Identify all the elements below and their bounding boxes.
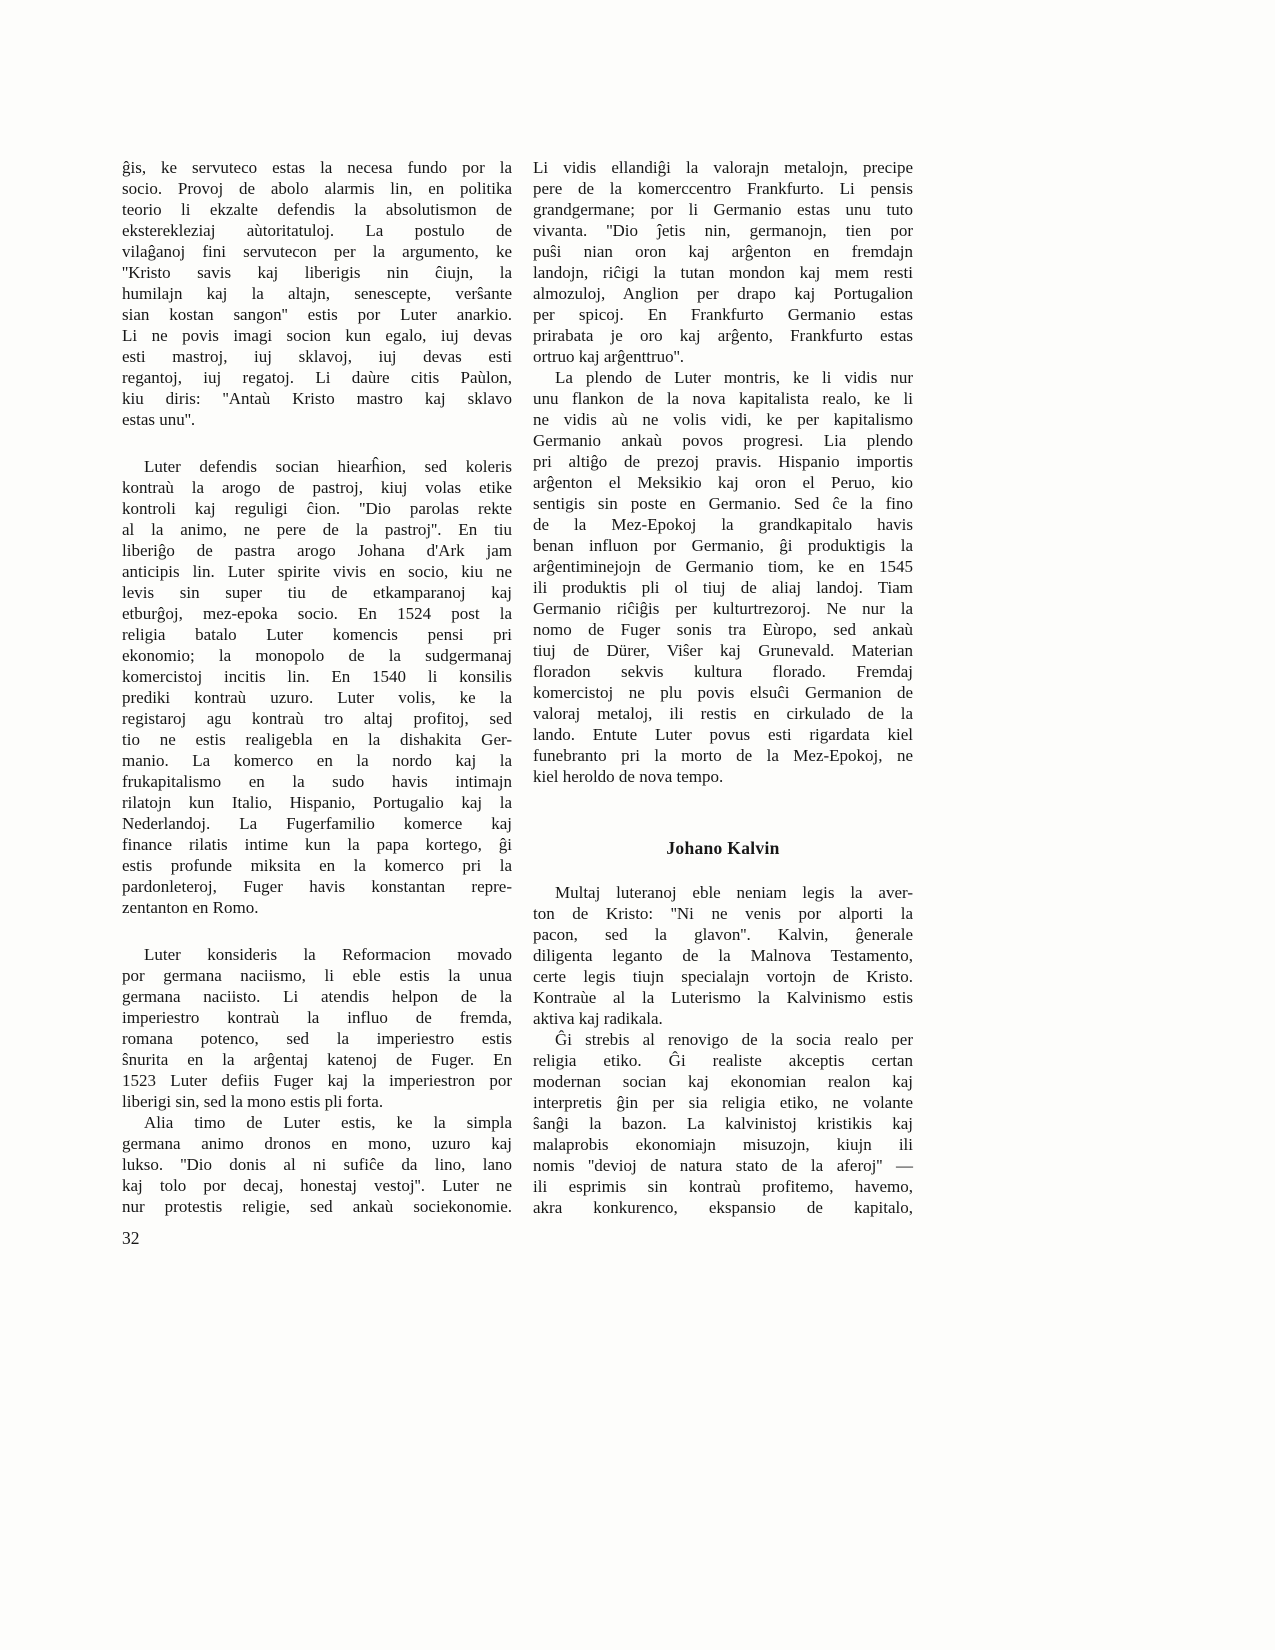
text-line: prediki kontraù uzuro. Luter volis, ke la bbox=[122, 688, 512, 707]
text-line: teorio li ekzalte defendis la absolutismon de bbox=[122, 200, 512, 219]
text-line: ortruo kaj arĝenttruo''. bbox=[533, 347, 685, 366]
text-line: sentigis sin poste en Germanio. Sed ĉe la fino bbox=[533, 494, 913, 513]
text-line: unu flankon de la nova kapitalista realo, ke li bbox=[533, 389, 913, 408]
text-line: imperiestro kontraù la influo de fremda, bbox=[122, 1008, 512, 1027]
text-line: zentanton en Romo. bbox=[122, 898, 259, 917]
text-line: grandgermane; por li Germanio estas unu tuto bbox=[533, 200, 913, 219]
text-line: puŝi nian oron kaj arĝenton en fremdajn bbox=[533, 242, 913, 261]
text-line: ili esprimis sin kontraù profitemo, havemo, bbox=[533, 1177, 913, 1196]
text-line: Luter konsideris la Reformacion movado bbox=[144, 945, 512, 964]
text-line: La plendo de Luter montris, ke li vidis nur bbox=[555, 368, 913, 387]
text-line: landojn, riĉigi la tutan mondon kaj mem resti bbox=[533, 263, 913, 282]
text-line: kiu diris: ''Antaù Kristo mastro kaj sklavo bbox=[122, 389, 512, 408]
text-line: vivanta. ''Dio ĵetis nin, germanojn, tien por bbox=[533, 221, 913, 240]
text-line: Li vidis ellandiĝi la valorajn metalojn, precipe bbox=[533, 158, 913, 177]
text-line: esti mastroj, iuj sklavoj, iuj devas esti bbox=[122, 347, 512, 366]
text-line: ŝanĝi la bazon. La kalvinistoj kristikis kaj bbox=[533, 1114, 913, 1133]
text-line: komercistoj ne plu povis elsuĉi Germanion de bbox=[533, 683, 913, 702]
text-line: funebranto pri la morto de la Mez-Epokoj, ne bbox=[533, 746, 913, 765]
text-line: Germanio ankaù povos progresi. Lia plendo bbox=[533, 431, 913, 450]
text-line: vilaĝanoj fini servutecon per la argumento, ke bbox=[122, 242, 512, 261]
text-column-left bbox=[122, 157, 512, 1217]
text-line: valoraj metaloj, ili restis en cirkulado de la bbox=[533, 704, 913, 723]
text-line: manio. La komerco en la nordo kaj la bbox=[122, 751, 512, 770]
text-line: por germana naciismo, li eble estis la unua bbox=[122, 966, 512, 985]
text-line: Li ne povis imagi socion kun egalo, iuj devas bbox=[122, 326, 512, 345]
paragraph bbox=[533, 882, 913, 1029]
text-line: kontroli kaj reguligi ĉion. ''Dio parolas rekte bbox=[122, 499, 512, 518]
text-line: pere de la komerccentro Frankfurto. Li pensis bbox=[533, 179, 913, 198]
text-line: komercistoj incitis lin. En 1540 li konsilis bbox=[122, 667, 512, 686]
text-line: Germanio riĉiĝis per kulturtrezoroj. Ne nur la bbox=[533, 599, 913, 618]
paragraph bbox=[533, 367, 913, 787]
text-line: 1523 Luter defiis Fuger kaj la imperiestron por bbox=[122, 1071, 512, 1090]
text-line: ili produktis pli ol tiuj de aliaj landoj. Tiam bbox=[533, 578, 913, 597]
text-line: kaj tolo por decaj, honestaj vestoj''. Luter ne bbox=[122, 1176, 512, 1195]
text-line: estis profunde miksita en la komerco pri la bbox=[122, 856, 512, 875]
text-line: pardonleteroj, Fuger havis konstantan repre- bbox=[122, 877, 512, 896]
text-line: malaprobis ekonomiajn misuzojn, kiujn ili bbox=[533, 1135, 913, 1154]
text-line: prirabata je oro kaj arĝento, Frankfurto estas bbox=[533, 326, 913, 345]
text-line: lukso. ''Dio donis al ni sufiĉe da lino, lano bbox=[122, 1155, 512, 1174]
text-line: Multaj luteranoj eble neniam legis la aver- bbox=[555, 883, 913, 902]
text-line: regantoj, iuj regatoj. Li daùre citis Paùlon, bbox=[122, 368, 512, 387]
text-line: humilajn kaj la altajn, senescepte, verŝante bbox=[122, 284, 512, 303]
text-line: Alia timo de Luter estis, ke la simpla bbox=[144, 1113, 512, 1132]
text-line: nur protestis religie, sed ankaù sociekonomie. bbox=[122, 1197, 512, 1216]
text-line: kontraù la arogo de pastroj, kiuj volas etike bbox=[122, 478, 512, 497]
text-line: pacon, sed la glavon''. Kalvin, ĝenerale bbox=[533, 925, 913, 944]
text-line: arĝenton el Meksikio kaj oron el Peruo, kio bbox=[533, 473, 913, 492]
paragraph bbox=[122, 1112, 512, 1217]
text-line: ekonomio; la monopolo de la sudgermanaj bbox=[122, 646, 512, 665]
text-line: religia etiko. Ĝi realiste akceptis certan bbox=[533, 1051, 913, 1070]
text-line: estas unu''. bbox=[122, 410, 196, 429]
text-line: liberiĝo de pastra arogo Johana d'Ark jam bbox=[122, 541, 512, 560]
text-line: religia batalo Luter komencis pensi pri bbox=[122, 625, 512, 644]
page-number: 32 bbox=[122, 1228, 140, 1248]
text-line: finance rilatis intime kun la papa kortego, ĝi bbox=[122, 835, 512, 854]
text-line: tio ne estis realigebla en la dishakita Ger- bbox=[122, 730, 512, 749]
text-line: nomis ''devioj de natura stato de la aferoj'' — bbox=[533, 1156, 913, 1175]
text-line: registaroj agu kontraù tro altaj profitoj, sed bbox=[122, 709, 512, 728]
text-line: aktiva kaj radikala. bbox=[533, 1009, 663, 1028]
text-line: kiel heroldo de nova tempo. bbox=[533, 767, 724, 786]
text-line: frukapitalismo en la sudo havis intimajn bbox=[122, 772, 512, 791]
text-column-right bbox=[533, 157, 913, 1218]
text-line: liberigi sin, sed la mono estis pli forta. bbox=[122, 1092, 384, 1111]
text-line: interpretis ĝin per sia religia etiko, ne volante bbox=[533, 1093, 913, 1112]
text-line: romana potenco, sed la imperiestro estis bbox=[122, 1029, 512, 1048]
text-line: benan influon por Germanio, ĝi produktigis la bbox=[533, 536, 913, 555]
text-line: Kontraùe al la Luterismo la Kalvinismo estis bbox=[533, 988, 913, 1007]
text-line: arĝentiminejojn de Germanio tiom, ke en 1545 bbox=[533, 557, 913, 576]
text-line: certe legis tiujn specialajn vortojn de Kristo. bbox=[533, 967, 913, 986]
text-line: ton de Kristo: ''Ni ne venis por alporti la bbox=[533, 904, 913, 923]
text-line: ''Kristo savis kaj liberigis nin ĉiujn, la bbox=[122, 263, 512, 282]
text-line: rilatojn kun Italio, Hispanio, Portugalio kaj la bbox=[122, 793, 512, 812]
text-line: etburĝoj, mez-epoka socio. En 1524 post la bbox=[122, 604, 512, 623]
text-line: germana animo dronos en mono, uzuro kaj bbox=[122, 1134, 512, 1153]
text-line: Nederlandoj. La Fugerfamilio komerce kaj bbox=[122, 814, 512, 833]
text-line: pri altiĝo de prezoj pravis. Hispanio importis bbox=[533, 452, 913, 471]
text-line: ŝnurita en la arĝentaj katenoj de Fuger. En bbox=[122, 1050, 512, 1069]
text-line: al la animo, ne pere de la pastroj''. En tiu bbox=[122, 520, 512, 539]
text-line: germana naciisto. Li atendis helpon de la bbox=[122, 987, 512, 1006]
paragraph bbox=[533, 1029, 913, 1218]
text-line: lando. Entute Luter povus esti rigardata kiel bbox=[533, 725, 913, 744]
text-line: modernan socian kaj ekonomian realon kaj bbox=[533, 1072, 913, 1091]
paragraph bbox=[122, 456, 512, 918]
text-line: ĝis, ke servuteco estas la necesa fundo por la bbox=[122, 158, 512, 177]
text-line: diligenta leganto de la Malnova Testamento, bbox=[533, 946, 913, 965]
text-line: almozuloj, Anglion per drapo kaj Portugalion bbox=[533, 284, 913, 303]
text-line: levis sin super tiu de etkamparanoj kaj bbox=[122, 583, 512, 602]
paragraph bbox=[122, 157, 512, 430]
text-line: ne vidis aù ne volis vidi, ke per kapitalismo bbox=[533, 410, 913, 429]
text-line: nomo de Fuger sonis tra Eùropo, sed ankaù bbox=[533, 620, 913, 639]
text-line: Ĝi strebis al renovigo de la socia realo per bbox=[555, 1030, 913, 1049]
text-line: sian kostan sangon'' estis por Luter anarkio. bbox=[122, 305, 512, 324]
text-line: Luter defendis socian hiearĥion, sed koleris bbox=[144, 457, 512, 476]
paragraph bbox=[122, 944, 512, 1112]
text-line: akra konkurenco, ekspansio de kapitalo, bbox=[533, 1198, 913, 1217]
section-heading: Johano Kalvin bbox=[666, 838, 780, 858]
text-line: de la Mez-Epokoj la grandkapitalo havis bbox=[533, 515, 913, 534]
text-line: socio. Provoj de abolo alarmis lin, en politika bbox=[122, 179, 512, 198]
text-line: per spicoj. En Frankfurto Germanio estas bbox=[533, 305, 913, 324]
text-line: eksterekleziaj aùtoritatuloj. La postulo de bbox=[122, 221, 512, 240]
text-line: tiuj de Dürer, Viŝer kaj Grunevald. Materian bbox=[533, 641, 913, 660]
text-line: anticipis lin. Luter spirite vivis en socio, kiu ne bbox=[122, 562, 512, 581]
paragraph bbox=[533, 157, 913, 367]
text-line: floradon sekvis kultura florado. Fremdaj bbox=[533, 662, 913, 681]
